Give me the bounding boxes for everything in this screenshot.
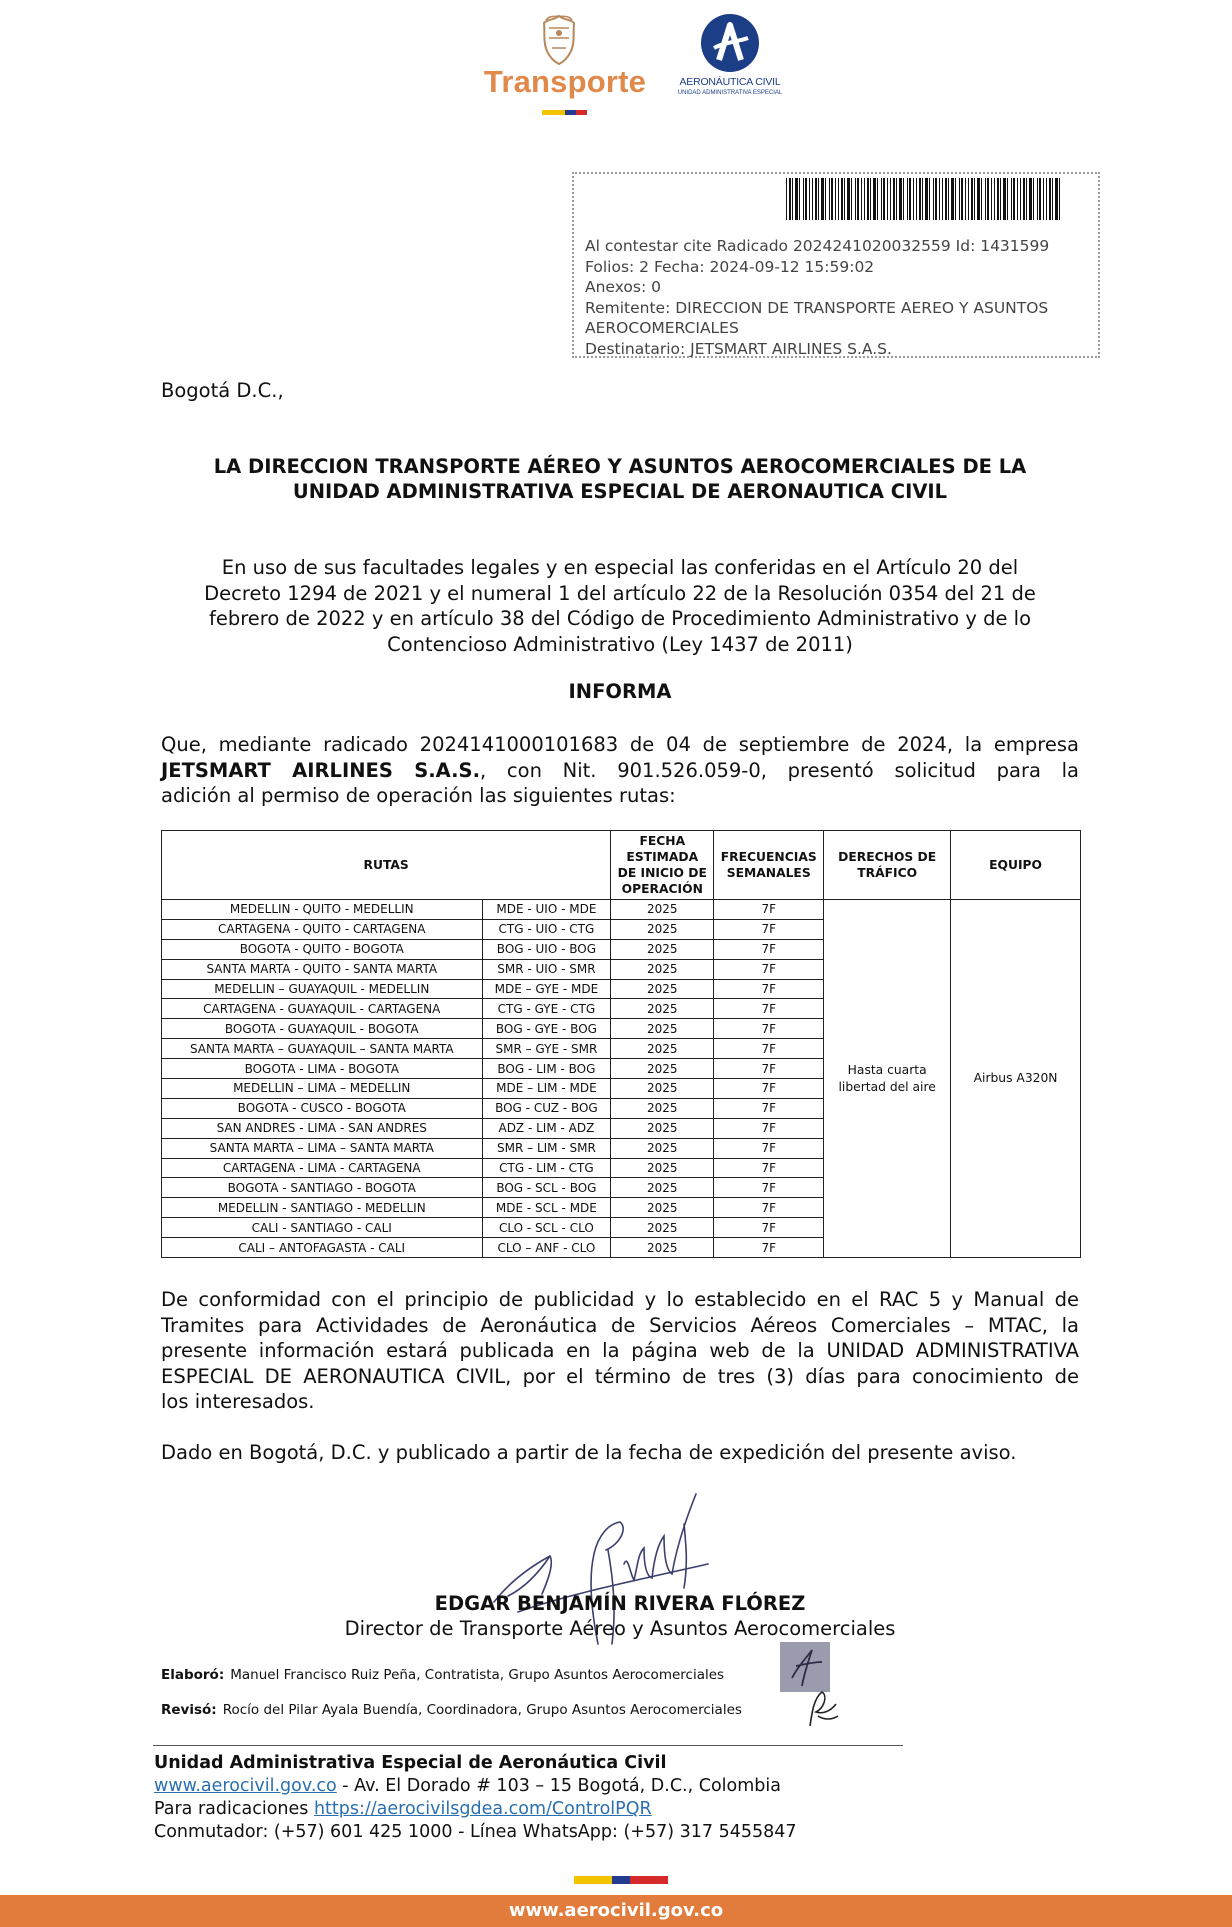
stamp-destinatario-line: Destinatario: JETSMART AIRLINES S.A.S. [585,339,892,358]
stamp-remitente-line-2: AEROCOMERCIALES [585,319,739,337]
header-frecuencias-line: SEMANALES [726,866,811,880]
intro-line-2: Decreto 1294 de 2021 y el numeral 1 del artículo 22 de la Resolución 0354 del 21 de [204,581,1036,605]
frequency-cell: 7F [714,939,824,959]
heading-line-2: UNIDAD ADMINISTRATIVA ESPECIAL DE AERONAUTICA CIVIL [292,480,948,503]
frequency-cell: 7F [714,999,824,1019]
year-cell: 2025 [611,1118,714,1138]
intro-paragraph [161,555,1079,657]
reviso-line [161,1701,742,1719]
footer-address: - Av. El Dorado # 103 – 15 Bogotá, D.C., Colombia [336,1776,781,1796]
year-cell: 2025 [611,900,714,920]
equipo-cell: Airbus A320N [951,900,1081,1258]
route-cell: SAN ANDRES - LIMA - SAN ANDRES [162,1118,483,1138]
code-cell: SMR - UIO - SMR [482,959,611,979]
place-line: Bogotá D.C., [161,379,284,402]
year-cell: 2025 [611,1198,714,1218]
frequency-cell: 7F [714,919,824,939]
informa-heading: INFORMA [568,680,672,703]
frequency-cell: 7F [714,979,824,999]
footer-radicaciones-line [154,1798,1054,1821]
year-cell: 2025 [611,1158,714,1178]
frequency-cell: 7F [714,959,824,979]
transporte-logo-text: Transporte [483,64,647,99]
route-cell: MEDELLIN - QUITO - MEDELLIN [162,900,483,920]
code-cell: BOG - CUZ - BOG [482,1098,611,1118]
dado-paragraph: Dado en Bogotá, D.C. y publicado a partir de la fecha de expedición del presente aviso. [161,1441,1017,1464]
year-cell: 2025 [611,939,714,959]
stamp-anexos-line: Anexos: 0 [585,278,661,296]
conformidad-line-3: presente información estará publicada en la página web de la UNIDAD ADMINISTRATIVA [161,1339,1079,1362]
routes-table-body [162,900,1081,1258]
frequency-cell: 7F [714,1079,824,1099]
table-header-row [162,831,1081,900]
route-cell: SANTA MARTA – LIMA – SANTA MARTA [162,1138,483,1158]
year-cell: 2025 [611,999,714,1019]
year-cell: 2025 [611,1138,714,1158]
route-cell: BOGOTA - CUSCO - BOGOTA [162,1098,483,1118]
header-fecha-line: FECHA [639,834,686,848]
header-fecha-line: ESTIMADA [626,850,699,864]
footer-block [154,1752,1054,1844]
route-cell: MEDELLIN – GUAYAQUIL - MEDELLIN [162,979,483,999]
code-cell: BOG - GYE - BOG [482,1019,611,1039]
footer-divider [153,1745,903,1746]
que-line-1: Que, mediante radicado 2024141000101683 de 04 de septiembre de 2024, la empresa [161,733,1079,756]
colombia-flag-stripe [542,110,587,115]
year-cell: 2025 [611,1039,714,1059]
code-cell: CTG - UIO - CTG [482,919,611,939]
intro-line-4: Contencioso Administrativo (Ley 1437 de 2011) [387,632,853,656]
header-fecha [611,831,714,900]
code-cell: CLO – ANF - CLO [482,1238,611,1258]
code-cell: MDE – LIM - MDE [482,1079,611,1099]
reviso-label: Revisó: [161,1702,217,1718]
year-cell: 2025 [611,1079,714,1099]
code-cell: CTG - GYE - CTG [482,999,611,1019]
footer-conmutador: Conmutador: (+57) 601 425 1000 - Línea WhatsApp: (+57) 317 5455847 [154,1822,797,1842]
aerocivil-logo-subtext: UNIDAD ADMINISTRATIVA ESPECIAL [677,90,783,96]
frequency-cell: 7F [714,1039,824,1059]
elaboro-value: Manuel Francisco Ruiz Peña, Contratista, Grupo Asuntos Aerocomerciales [230,1667,725,1683]
header-derechos-line: TRÁFICO [857,866,918,880]
footer-organization: Unidad Administrativa Especial de Aeronáutica Civil [154,1753,667,1773]
header-derechos-line: DERECHOS DE [838,850,937,864]
table-row [162,900,1081,920]
derechos-trafico-cell [824,900,951,1258]
footer-band[interactable]: www.aerocivil.gov.co [0,1895,1232,1927]
route-cell: MEDELLIN – LIMA – MEDELLIN [162,1079,483,1099]
year-cell: 2025 [611,919,714,939]
year-cell: 2025 [611,979,714,999]
aerocivil-emblem-icon [701,14,759,72]
code-cell: SMR – GYE - SMR [482,1039,611,1059]
conformidad-line-1: De conformidad con el principio de publicidad y lo establecido en el RAC 5 y Manual de [161,1288,1079,1311]
signer-title: Director de Transporte Aéreo y Asuntos Aerocomerciales [344,1617,896,1640]
derechos-trafico-line: libertad del aire [838,1079,936,1094]
route-cell: CARTAGENA - GUAYAQUIL - CARTAGENA [162,999,483,1019]
transporte-logo [470,14,660,118]
reviso-initials-signature [802,1686,842,1730]
route-cell: CARTAGENA - LIMA - CARTAGENA [162,1158,483,1178]
year-cell: 2025 [611,1059,714,1079]
header-fecha-line: DE INICIO DE [617,866,707,880]
code-cell: CTG - LIM - CTG [482,1158,611,1178]
route-cell: BOGOTA - QUITO - BOGOTA [162,939,483,959]
stamp-radicado-line: Al contestar cite Radicado 2024241020032559 Id: 1431599 [585,237,1050,255]
code-cell: BOG - SCL - BOG [482,1178,611,1198]
code-cell: MDE - UIO - MDE [482,900,611,920]
frequency-cell: 7F [714,1138,824,1158]
route-cell: CALI – ANTOFAGASTA - CALI [162,1238,483,1258]
frequency-cell: 7F [714,1019,824,1039]
header-rutas: RUTAS [162,831,611,900]
intro-line-1: En uso de sus facultades legales y en especial las conferidas en el Artículo 20 del [221,556,1019,579]
year-cell: 2025 [611,1019,714,1039]
colombia-crest-icon [540,14,578,66]
footer-radicaciones-label: Para radicaciones [154,1799,314,1819]
aerocivil-logo-text: AERONÁUTICA CIVIL [679,76,781,88]
stamp-folios-line: Folios: 2 Fecha: 2024-09-12 15:59:02 [585,257,875,276]
frequency-cell: 7F [714,1158,824,1178]
year-cell: 2025 [611,1178,714,1198]
code-cell: SMR – LIM - SMR [482,1138,611,1158]
conformidad-line-2: Tramites para Actividades de Aeronáutica de Servicios Aéreos Comerciales – MTAC, la [161,1313,1079,1337]
conformidad-paragraph [161,1287,1079,1415]
conformidad-line-4: ESPECIAL DE AERONAUTICA CIVIL, por el término de tres (3) días para conocimiento de [161,1364,1079,1388]
que-line-2 [161,758,1079,784]
year-cell: 2025 [611,959,714,979]
footer-radicaciones-link[interactable]: https://aerocivilsgdea.com/ControlPQR [313,1799,652,1819]
route-cell: CALI - SANTIAGO - CALI [162,1218,483,1238]
stamp-remitente-line: Remitente: DIRECCION DE TRANSPORTE AEREO Y ASUNTOS [585,298,1049,317]
reviso-value: Rocío del Pilar Ayala Buendía, Coordinadora, Grupo Asuntos Aerocomerciales [222,1702,742,1718]
year-cell: 2025 [611,1218,714,1238]
route-cell: MEDELLIN - SANTIAGO - MEDELLIN [162,1198,483,1218]
code-cell: BOG - UIO - BOG [482,939,611,959]
code-cell: MDE – GYE - MDE [482,979,611,999]
year-cell: 2025 [611,1238,714,1258]
route-cell: BOGOTA - SANTIAGO - BOGOTA [162,1178,483,1198]
routes-table [161,830,1081,1258]
frequency-cell: 7F [714,900,824,920]
footer-address-line [154,1775,1054,1798]
header-frecuencias [714,831,824,900]
route-cell: BOGOTA - GUAYAQUIL - BOGOTA [162,1019,483,1039]
footer-web-link[interactable]: www.aerocivil.gov.co [154,1776,337,1796]
header-frecuencias-line: FRECUENCIAS [720,850,817,864]
que-line-2-rest: , con Nit. 901.526.059-0, presentó solicitud para la [480,758,1080,782]
code-cell: BOG - LIM - BOG [482,1059,611,1079]
route-cell: BOGOTA - LIMA - BOGOTA [162,1059,483,1079]
code-cell: MDE - SCL - MDE [482,1198,611,1218]
code-cell: CLO - SCL - CLO [482,1218,611,1238]
header-equipo: EQUIPO [951,831,1081,900]
year-cell: 2025 [611,1098,714,1118]
route-cell: SANTA MARTA – GUAYAQUIL – SANTA MARTA [162,1039,483,1059]
elaboro-line [161,1666,724,1684]
code-cell: ADZ - LIM - ADZ [482,1118,611,1138]
signer-name: EDGAR BENJAMÍN RIVERA FLÓREZ [434,1592,806,1615]
heading-line-1: LA DIRECCION TRANSPORTE AÉREO Y ASUNTOS AEROCOMERCIALES DE LA [213,455,1027,478]
header-fecha-line: OPERACIÓN [621,882,703,896]
radicado-stamp [572,172,1100,358]
route-cell: CARTAGENA - QUITO - CARTAGENA [162,919,483,939]
conformidad-line-5: los interesados. [161,1390,315,1413]
elaboro-label: Elaboró: [161,1667,225,1683]
colombia-flag-stripe [574,1876,668,1884]
header-derechos [824,831,951,900]
derechos-trafico-line: Hasta cuarta [847,1062,927,1077]
frequency-cell: 7F [714,1118,824,1138]
barcode-icon [784,178,1064,220]
frequency-cell: 7F [714,1178,824,1198]
que-paragraph [161,732,1079,809]
document-heading [161,454,1079,504]
frequency-cell: 7F [714,1238,824,1258]
frequency-cell: 7F [714,1218,824,1238]
route-cell: SANTA MARTA - QUITO - SANTA MARTA [162,959,483,979]
que-line-3: adición al permiso de operación las siguientes rutas: [161,784,676,807]
frequency-cell: 7F [714,1098,824,1118]
aerocivil-logo [665,14,795,104]
frequency-cell: 7F [714,1059,824,1079]
frequency-cell: 7F [714,1198,824,1218]
intro-line-3: febrero de 2022 y en artículo 38 del Código de Procedimiento Administrativo y de lo [208,607,1032,630]
company-name: JETSMART AIRLINES S.A.S. [161,758,480,782]
